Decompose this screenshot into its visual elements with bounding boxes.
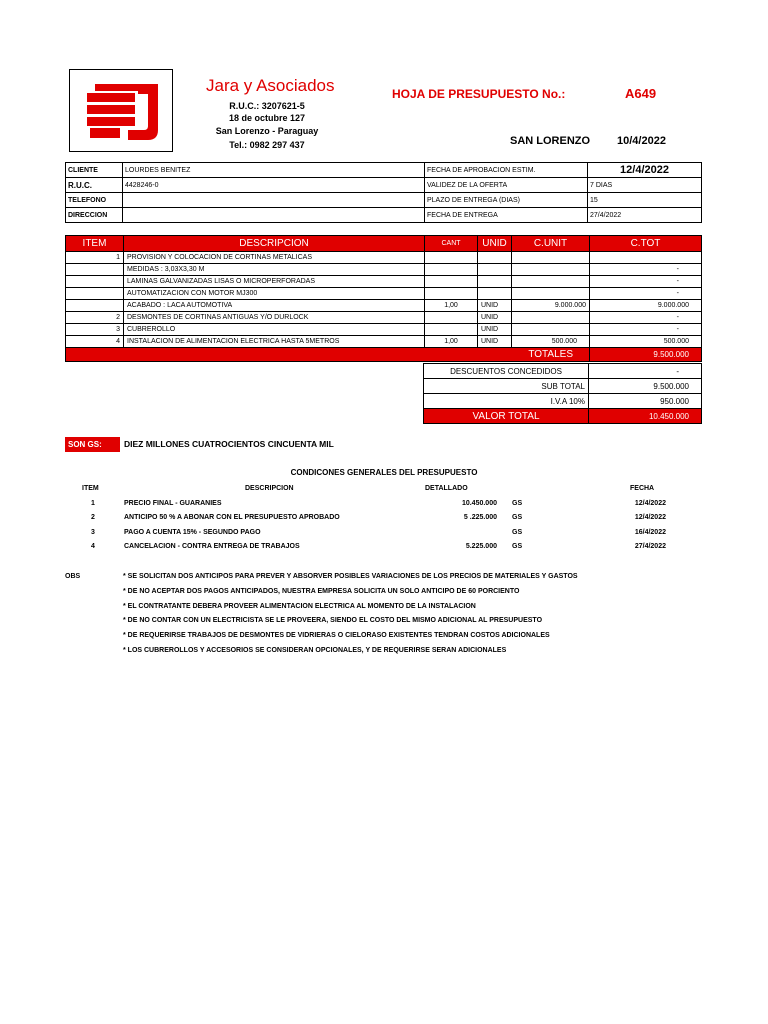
cond-header-item: ITEM [82,485,99,492]
row-cunit [512,288,590,300]
row-cunit [512,276,590,288]
totales-row [66,348,702,362]
aprob-label: FECHA DE APROBACION ESTIM. [425,163,588,178]
company-city: San Lorenzo - Paraguay [215,126,319,136]
descuentos-label: DESCUENTOS CONCEDIDOS [424,364,589,379]
table-row [66,252,702,264]
obs-label: OBS [65,573,81,580]
cond-currency: GS [512,543,523,550]
row-item [66,300,124,312]
row-unid [478,276,512,288]
company-address: 18 de octubre 127 [228,113,306,123]
direccion-label: DIRECCION [66,208,123,223]
row-cunit [512,264,590,276]
entrega-value: 27/4/2022 [588,208,702,223]
row-cant: 1,00 [425,300,478,312]
cliente-label: CLIENTE [66,163,123,178]
cond-amount: 5 .225.000 [463,514,497,521]
table-row [66,288,702,300]
items-table [65,235,702,362]
cond-fecha: 16/4/2022 [634,529,666,536]
validez-label: VALIDEZ DE LA OFERTA [425,178,588,193]
table-row [66,276,702,288]
row-unid [478,252,512,264]
row-item [66,276,124,288]
cond-header-desc: DESCRIPCION [245,485,294,492]
aprob-value: 12/4/2022 [588,163,702,178]
row-item: 1 [66,252,124,264]
son-gs-label: SON GS: [65,437,120,452]
cond-desc: CANCELACION - CONTRA ENTREGA DE TRABAJOS [124,543,300,550]
row-cunit [512,324,590,336]
row-cunit: 9.000.000 [512,300,590,312]
entrega-label: FECHA DE ENTREGA [425,208,588,223]
header-desc: DESCRIPCION [124,236,425,252]
header-unid: UNID [478,236,512,252]
table-row [66,300,702,312]
valor-total-value: 10.450.000 [589,409,702,424]
row-desc: CUBREROLLO [124,324,425,336]
table-row [66,312,702,324]
validez-value: 7 DIAS [588,178,702,193]
row-cant [425,288,478,300]
row-ctot: 500.000 [590,336,702,348]
row-unid [478,264,512,276]
header-ctot: C.TOT [590,236,702,252]
obs-line: * SE SOLICITAN DOS ANTICIPOS PARA PREVER Y ABSORVER POSIBLES VARIACIONES DE LOS PRECIOS DE MATERIALES Y GASTOS [123,573,578,580]
iva-label: I.V.A 10% [424,394,589,409]
subtotal-value: 9.500.000 [589,379,702,394]
iva-value: 950.000 [589,394,702,409]
row-cant [425,324,478,336]
descuentos-value: - [589,364,702,379]
row-unid [478,288,512,300]
table-row [66,193,702,208]
cond-desc: PAGO A CUENTA 15% - SEGUNDO PAGO [124,529,261,536]
header-cunit: C.UNIT [512,236,590,252]
obs-line: * LOS CUBREROLLOS Y ACCESORIOS SE CONSIDERAN OPCIONALES, Y DE REQUERIRSE SERAN ADICIONALES [123,647,507,654]
row-desc: MEDIDAS : 3,03X3,30 M [124,264,425,276]
cond-fecha: 27/4/2022 [634,543,666,550]
row-desc: DESMONTES DE CORTINAS ANTIGUAS Y/O DURLOCK [124,312,425,324]
plazo-label: PLAZO DE ENTREGA (DIAS) [425,193,588,208]
totales-label: TOTALES [66,348,590,362]
row-ctot: 9.000.000 [590,300,702,312]
table-row [66,336,702,348]
obs-line: * DE NO CONTAR CON UN ELECTRICISTA SE LE PROVEERA, SIENDO EL COSTO DEL MISMO ADICIONAL AL PRESUPUESTO [123,617,543,624]
valor-total-label: VALOR TOTAL [424,409,589,424]
document-title: HOJA DE PRESUPUESTO No.: [392,87,566,101]
header-cant: CANT [425,236,478,252]
row-cant [425,276,478,288]
cond-header-fecha: FECHA [630,485,655,492]
row-item: 2 [66,312,124,324]
obs-line: * DE NO ACEPTAR DOS PAGOS ANTICIPADOS, NUESTRA EMPRESA SOLICITA UN SOLO ANTICIPO DE 60 PORCIENTO [123,588,520,595]
company-phone: Tel.: 0982 297 437 [229,140,305,150]
son-gs-text: DIEZ MILLONES CUATROCIENTOS CINCUENTA MIL [124,439,334,449]
document-place: SAN LORENZO [510,135,591,147]
cond-desc: ANTICIPO 50 % A ABONAR CON EL PRESUPUESTO APROBADO [124,514,340,521]
row-desc: LAMINAS GALVANIZADAS LISAS O MICROPERFORADAS [124,276,425,288]
client-info-table [65,162,702,223]
row-cant [425,264,478,276]
row-item [66,264,124,276]
row-cunit [512,252,590,264]
table-row [424,364,702,379]
cond-item: 2 [91,514,95,521]
plazo-value: 15 [588,193,702,208]
table-row [66,208,702,223]
cond-amount: 5.225.000 [465,543,497,550]
cond-currency: GS [512,500,523,507]
row-ctot: - [590,276,702,288]
subtotal-label: SUB TOTAL [424,379,589,394]
row-unid: UNID [478,300,512,312]
conditions-title: CONDICONES GENERALES DEL PRESUPUESTO [290,468,478,477]
header-item: ITEM [66,236,124,252]
cond-item: 1 [91,500,95,507]
valor-total-row [424,409,702,424]
table-row [424,394,702,409]
row-ctot: - [590,264,702,276]
cond-amount: 10.450.000 [461,500,497,507]
summary-table [423,363,702,424]
row-cant [425,252,478,264]
cond-currency: GS [512,514,523,521]
row-desc: AUTOMATIZACION CON MOTOR MJ300 [124,288,425,300]
cond-header-detallado: DETALLADO [425,485,468,492]
row-ctot: - [590,312,702,324]
row-desc: ACABADO : LACA AUTOMOTIVA [124,300,425,312]
obs-line: * EL CONTRATANTE DEBERA PROVEER ALIMENTACION ELECTRICA AL MOMENTO DE LA INSTALACION [123,603,476,610]
row-item [66,288,124,300]
table-row [66,264,702,276]
document-number: A649 [625,86,657,101]
direccion-value [123,208,425,223]
totales-value: 9.500.000 [590,348,702,362]
cond-item: 4 [91,543,95,550]
obs-line: * DE REQUERIRSE TRABAJOS DE DESMONTES DE VIDRIERAS O CIELORASO EXISTENTES TENDRAN COSTOS ADICIONALES [123,632,550,639]
row-ctot: - [590,324,702,336]
row-ctot: - [590,288,702,300]
telefono-label: TELEFONO [66,193,123,208]
cond-desc: PRECIO FINAL - GUARANIES [124,500,222,507]
company-ruc: R.U.C.: 3207621-5 [229,101,305,111]
row-item: 3 [66,324,124,336]
table-row [66,178,702,193]
cliente-value: LOURDES BENITEZ [123,163,425,178]
company-name: Jara y Asociados [206,76,335,95]
row-item: 4 [66,336,124,348]
document-date: 10/4/2022 [617,135,666,147]
row-unid: UNID [478,324,512,336]
table-row [66,163,702,178]
row-ctot [590,252,702,264]
ruc-value: 4428246-0 [123,178,425,193]
telefono-value [123,193,425,208]
items-header-row [66,236,702,252]
cond-item: 3 [91,529,95,536]
row-cant [425,312,478,324]
logo-icon [70,70,172,151]
row-cunit [512,312,590,324]
table-row [66,324,702,336]
ruc-label: R.U.C. [66,178,123,193]
row-cant: 1,00 [425,336,478,348]
cond-fecha: 12/4/2022 [634,500,666,507]
row-desc: PROVISION Y COLOCACION DE CORTINAS METALICAS [124,252,425,264]
row-desc: INSTALACION DE ALIMENTACION ELECTRICA HASTA 5METROS [124,336,425,348]
row-unid: UNID [478,336,512,348]
cond-fecha: 12/4/2022 [634,514,666,521]
table-row [424,379,702,394]
row-unid: UNID [478,312,512,324]
row-cunit: 500.000 [512,336,590,348]
company-logo [69,69,173,152]
cond-currency: GS [512,529,523,536]
